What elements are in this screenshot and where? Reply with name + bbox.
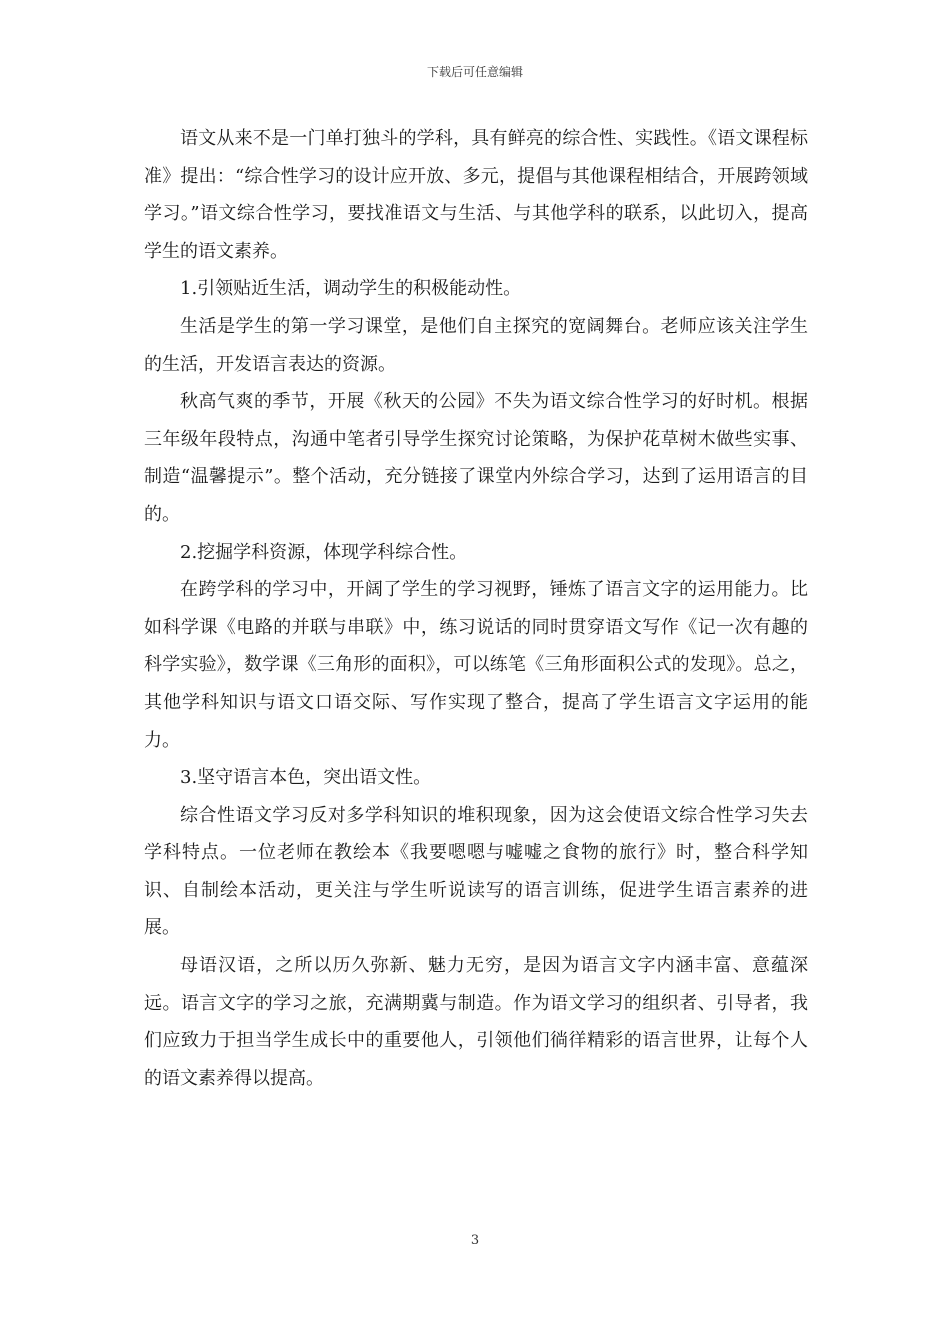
paragraph-cross-discipline: 在跨学科的学习中，开阔了学生的学习视野，锤炼了语言文字的运用能力。比如科学课《电路的并联与串联》中，练习说话的同时贯穿语文写作《记一次有趣的科学实验》，数学课《三角形的面积》，可以练笔《三角形面积公式的发现》。总之，其他学科知识与语文口语交际、写作实现了整合，提高了学生语言文字运用的能力。: [144, 579, 808, 751]
page-header: 下载后可任意编辑: [426, 65, 523, 79]
document-body: [144, 120, 808, 1097]
paragraph-autumn-park: 秋高气爽的季节，开展《秋天的公园》不失为语文综合性学习的好时机。根据三年级年段特点，沟通中笔者引导学生探究讨论策略，为保护花草树木做些实事、制造“温馨提示”。整个活动，充分链接了课堂内外综合学习，达到了运用语言的目的。: [144, 391, 808, 525]
paragraph-language-focus: 综合性语文学习反对多学科知识的堆积现象，因为这会使语文综合性学习失去学科特点。一位老师在教绘本《我要嗯嗯与嘘嘘之食物的旅行》时，整合科学知识、自制绘本活动，更关注与学生听说读写的语言训练，促进学生语言素养的进展。: [144, 804, 808, 939]
section-heading-1: 1.引领贴近生活，调动学生的积极能动性。: [180, 278, 522, 300]
paragraph-conclusion: 母语汉语，之所以历久弥新、魅力无穷，是因为语言文字内涵丰富、意蕴深远。语言文字的学习之旅，充满期冀与制造。作为语文学习的组织者、引导者，我们应致力于担当学生成长中的重要他人，引领他们徜徉精彩的语言世界，让每个人的语文素养得以提高。: [144, 955, 808, 1089]
paragraph-life-classroom: 生活是学生的第一学习课堂，是他们自主探究的宽阔舞台。老师应该关注学生的生活，开发语言表达的资源。: [144, 315, 808, 375]
section-heading-3: 3.坚守语言本色，突出语文性。: [180, 767, 432, 789]
section-heading-2: 2.挖掘学科资源，体现学科综合性。: [180, 541, 468, 563]
paragraph-intro: 语文从来不是一门单打独斗的学科，具有鲜亮的综合性、实践性。《语文课程标准》提出：“综合性学习的设计应开放、多元，提倡与其他课程相结合，开展跨领域学习。”语文综合性学习，要找准语文与生活、与其他学科的联系，以此切入，提高学生的语文素养。: [144, 128, 808, 262]
page-number: 3: [470, 1233, 480, 1248]
